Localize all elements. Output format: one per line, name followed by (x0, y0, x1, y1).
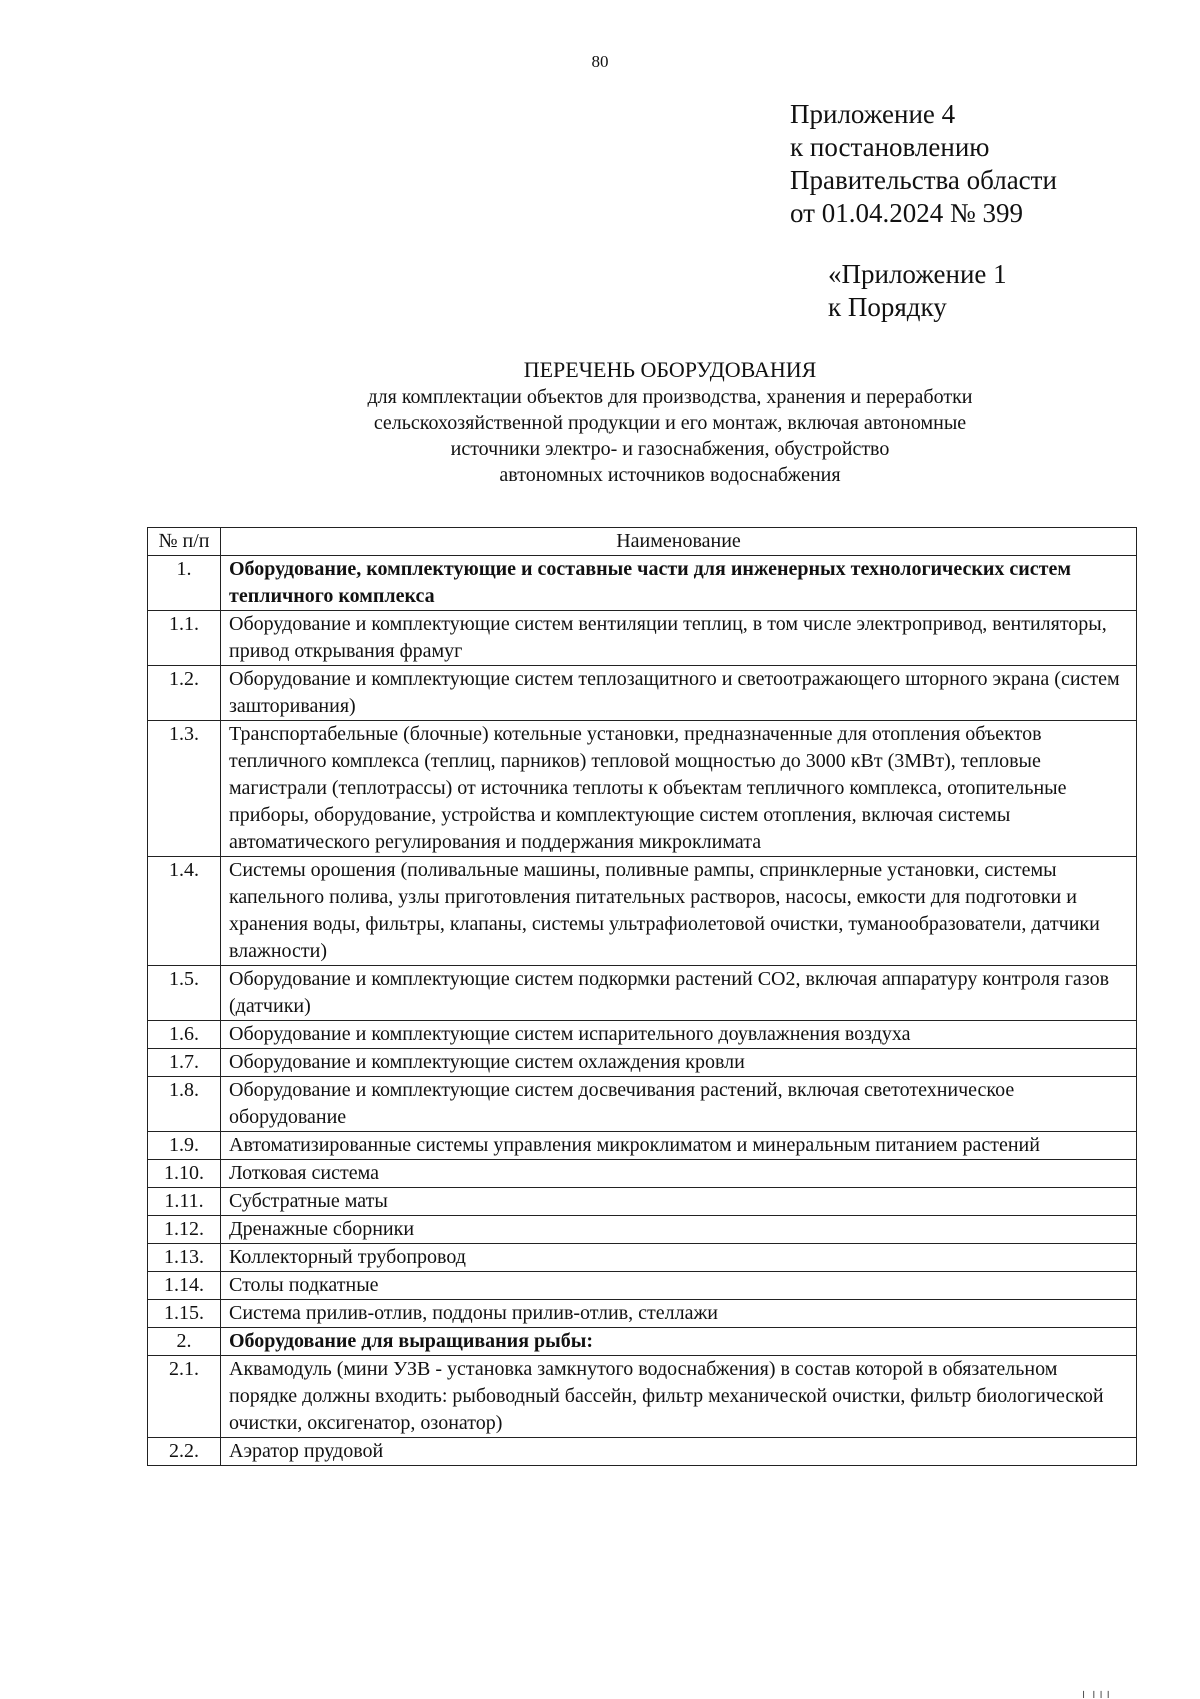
row-name: Оборудование и комплектующие систем подкормки растений СО2, включая аппаратуру контроля газов (датчики) (221, 966, 1137, 1021)
subtitle-line: для комплектации объектов для производства, хранения и переработки (367, 386, 973, 408)
row-name: Субстратные маты (221, 1188, 1137, 1216)
row-name: Столы подкатные (221, 1272, 1137, 1300)
table-row (148, 1216, 1137, 1244)
row-name: Оборудование, комплектующие и составные части для инженерных технологических систем тепличного комплекса (221, 556, 1137, 611)
row-number: 1.15. (148, 1300, 221, 1328)
row-name: Оборудование и комплектующие систем охлаждения кровли (221, 1049, 1137, 1077)
row-name: Автоматизированные системы управления микроклиматом и минеральным питанием растений (221, 1132, 1137, 1160)
row-number: 1.6. (148, 1021, 221, 1049)
row-number: 1.10. (148, 1160, 221, 1188)
table-row (148, 1300, 1137, 1328)
row-number: 1.2. (148, 666, 221, 721)
row-number: 1.11. (148, 1188, 221, 1216)
row-name: Системы орошения (поливальные машины, поливные рампы, спринклерные установки, системы капельного полива, узлы приготовления питательных растворов, насосы, емкости для подготовки и хранения воды, фильтры, клапаны, системы ультрафиолетовой очистки, туманообразователи, датчики влажности) (221, 857, 1137, 966)
table-row (148, 611, 1137, 666)
row-number: 1.3. (148, 721, 221, 857)
appendix-line: Приложение 4 (790, 99, 956, 129)
appendix-inner-line: «Приложение 1 (828, 259, 1007, 289)
row-number: 1.13. (148, 1244, 221, 1272)
table-row (148, 1160, 1137, 1188)
table-row (148, 1077, 1137, 1132)
row-name: Аквамодуль (мини УЗВ - установка замкнутого водоснабжения) в состав которой в обязательном порядке должны входить: рыбоводный бассейн, фильтр механической очистки, фильтр биологической очистки, оксигенатор, озонатор) (221, 1356, 1137, 1438)
table-row (148, 1438, 1137, 1466)
table-row (148, 1021, 1137, 1049)
appendix-line: Правительства области (790, 165, 1057, 195)
table-row (148, 1328, 1137, 1356)
appendix-inner-reference (828, 258, 1007, 324)
row-number: 2.2. (148, 1438, 221, 1466)
table-row (148, 1272, 1137, 1300)
row-number: 1.12. (148, 1216, 221, 1244)
table-body (148, 556, 1137, 1466)
document-title: ПЕРЕЧЕНЬ ОБОРУДОВАНИЯ (523, 357, 817, 382)
row-number: 1. (148, 556, 221, 611)
row-number: 1.14. (148, 1272, 221, 1300)
row-name: Коллекторный трубопровод (221, 1244, 1137, 1272)
subtitle-line: сельскохозяйственной продукции и его монтаж, включая автономные (373, 412, 967, 434)
table-row (148, 966, 1137, 1021)
appendix-reference (790, 98, 1057, 230)
table-row (148, 1132, 1137, 1160)
table-row (148, 1188, 1137, 1216)
appendix-inner-line: к Порядку (828, 292, 947, 322)
row-name: Лотковая система (221, 1160, 1137, 1188)
table-header-row (148, 528, 1137, 556)
row-number: 2. (148, 1328, 221, 1356)
row-name: Аэратор прудовой (221, 1438, 1137, 1466)
row-name: Транспортабельные (блочные) котельные установки, предназначенные для отопления объектов тепличного комплекса (теплиц, парников) тепловой мощностью до 3000 кВт (3МВт), тепловые магистрали (теплотрассы) от источника теплоты к объектам тепличного комплекса, отопительные приборы, оборудование, устройства и комплектующие систем отопления, включая системы автоматического регулирования и поддержания микроклимата (221, 721, 1137, 857)
row-name: Оборудование и комплектующие систем испарительного доувлажнения воздуха (221, 1021, 1137, 1049)
row-number: 1.7. (148, 1049, 221, 1077)
row-number: 1.4. (148, 857, 221, 966)
document-subtitle (150, 384, 1190, 488)
row-number: 1.8. (148, 1077, 221, 1132)
table-row (148, 857, 1137, 966)
subtitle-line: источники электро- и газоснабжения, обустройство (450, 438, 890, 460)
appendix-line: от 01.04.2024 № 399 (790, 198, 1023, 228)
equipment-table (147, 527, 1137, 1466)
row-number: 1.9. (148, 1132, 221, 1160)
table-row (148, 666, 1137, 721)
subtitle-line: автономных источников водоснабжения (499, 464, 841, 486)
header-name: Наименование (221, 528, 1137, 556)
row-number: 1.1. (148, 611, 221, 666)
scan-mark: ╷ ╷╷╷ (1080, 1684, 1112, 1698)
table-row (148, 1244, 1137, 1272)
row-name: Оборудование и комплектующие систем теплозащитного и светоотражающего шторного экрана (систем зашторивания) (221, 666, 1137, 721)
row-number: 2.1. (148, 1356, 221, 1438)
row-name: Оборудование и комплектующие систем досвечивания растений, включая светотехническое оборудование (221, 1077, 1137, 1132)
table-row (148, 556, 1137, 611)
appendix-line: к постановлению (790, 132, 990, 162)
row-name: Оборудование и комплектующие систем вентиляции теплиц, в том числе электропривод, вентиляторы, привод открывания фрамуг (221, 611, 1137, 666)
table-row (148, 721, 1137, 857)
table-row (148, 1049, 1137, 1077)
header-number: № п/п (148, 528, 221, 556)
row-name: Дренажные сборники (221, 1216, 1137, 1244)
table-row (148, 1356, 1137, 1438)
row-name: Система прилив-отлив, поддоны прилив-отлив, стеллажи (221, 1300, 1137, 1328)
row-name: Оборудование для выращивания рыбы: (221, 1328, 1137, 1356)
row-number: 1.5. (148, 966, 221, 1021)
page-number: 80 (591, 52, 609, 71)
